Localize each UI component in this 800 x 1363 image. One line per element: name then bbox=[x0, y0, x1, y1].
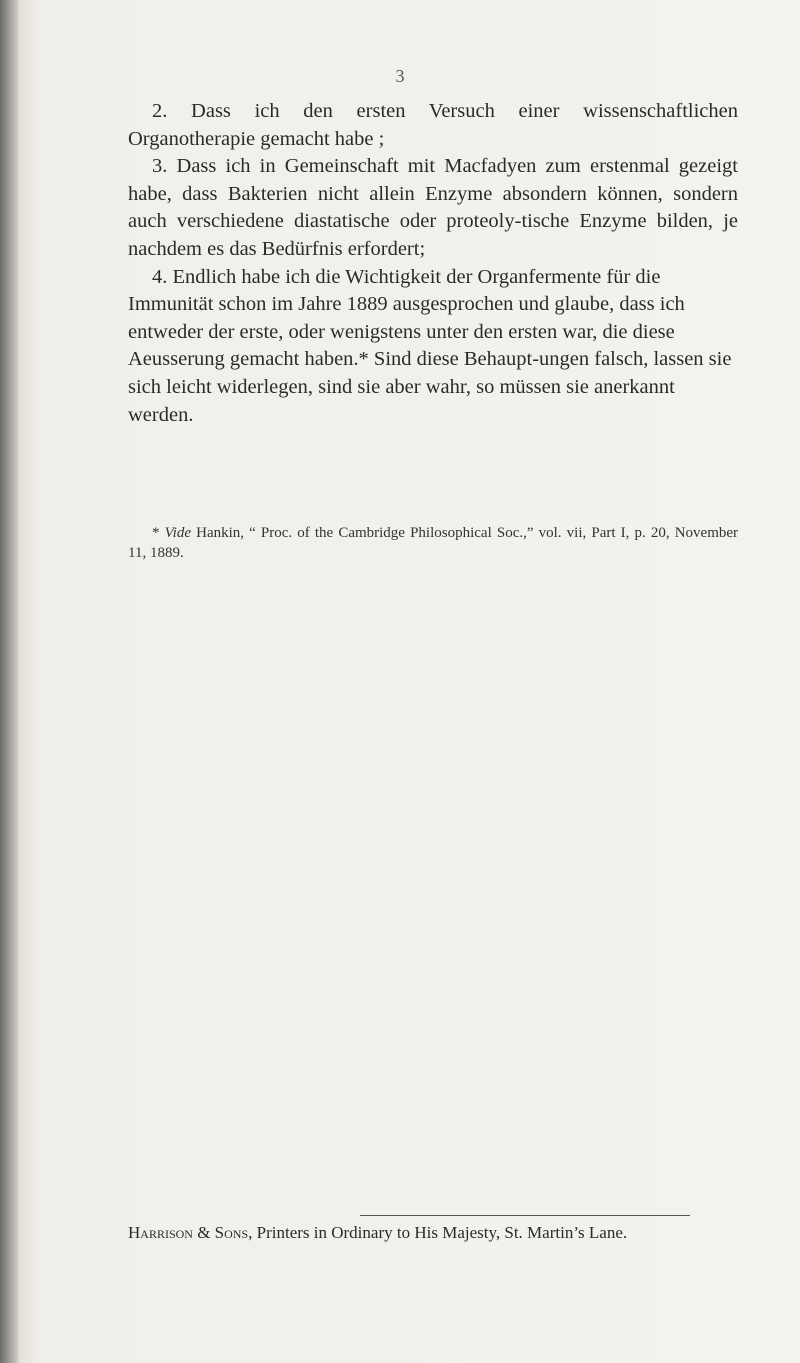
body-text bbox=[128, 98, 738, 429]
footnote-text: Hankin, “ Proc. of the Cambridge Philosophical Soc.,” vol. vii, Part I, p. 20, November 11, 1889. bbox=[128, 525, 739, 561]
paragraph-4: 4. Endlich habe ich die Wichtigkeit der Organfermente für die Immunität schon im Jahre 1889 ausgesprochen und glaube, dass ich entweder der erste, oder wenigstens unter den ersten war, die diese Aeusserung gemacht haben.* Sind diese Behaupt-ungen falsch, lassen sie sich leicht widerlegen, sind sie aber wahr, so müssen sie anerkannt werden. bbox=[128, 265, 732, 426]
footnote-vide: Vide bbox=[164, 525, 191, 541]
paragraph-3: 3. Dass ich in Gemeinschaft mit Macfadyen zum erstenmal gezeigt habe, dass Bakterien nicht allein Enzyme absondern können, sondern auch verschiedene diastatische oder proteoly-tische Enzyme bilden, je nachdem es das Bedürfnis erfordert; bbox=[128, 155, 738, 260]
page-number: 3 bbox=[395, 66, 405, 86]
printer-details: Printers in Ordinary to His Majesty, St. Martin’s Lane. bbox=[256, 1223, 628, 1242]
printer-imprint bbox=[128, 1222, 748, 1244]
footnote bbox=[128, 523, 738, 563]
paragraph-2: 2. Dass ich den ersten Versuch einer wissenschaftlichen Organotherapie gemacht habe ; bbox=[128, 100, 738, 150]
page-spine-shadow bbox=[0, 0, 18, 1363]
footnote-marker: * bbox=[152, 525, 160, 541]
imprint-rule bbox=[360, 1215, 690, 1216]
printer-name: Harrison & Sons, bbox=[128, 1223, 253, 1242]
